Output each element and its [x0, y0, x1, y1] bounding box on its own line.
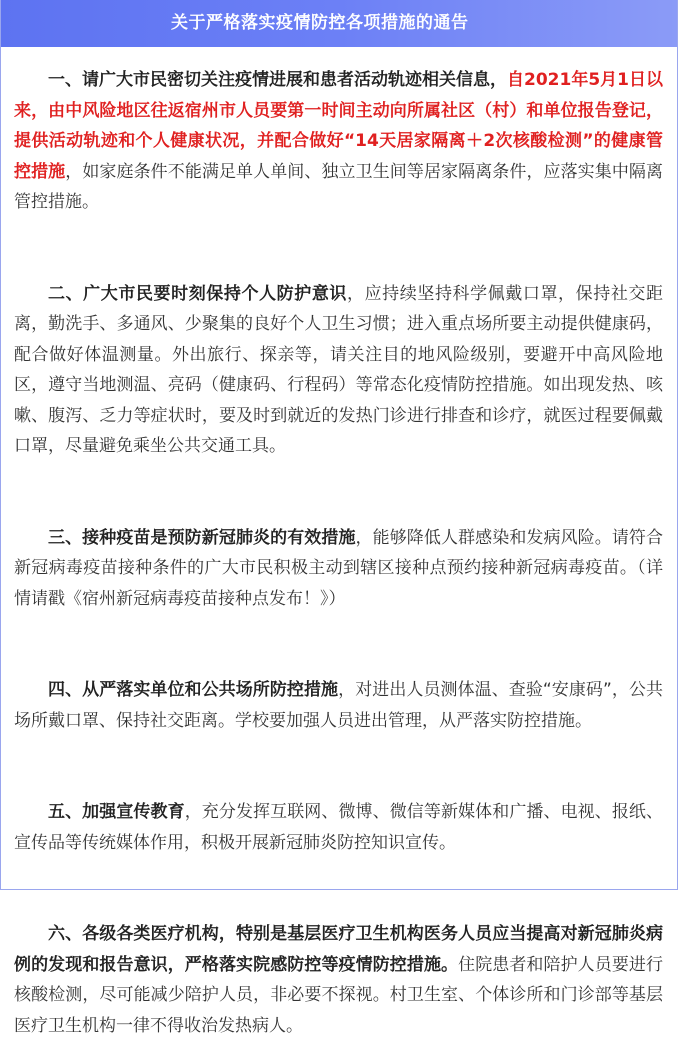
paragraph-3-heading: 三、接种疫苗是预防新冠肺炎的有效措施	[48, 527, 356, 548]
paragraph-1-heading: 一、请广大市民密切关注疫情进展和患者活动轨迹相关信息，	[48, 70, 508, 90]
paragraph-1-highlight: 自2021年5月1日以来，由中风险地区往返宿州市人员要第一时间主动向所属社区（村）和单位报告登记，提供活动轨迹和个人健康状况，并配合做好“14天居家隔离＋2次核酸检测”的健康管控措施	[14, 70, 663, 182]
paragraph-5-heading: 五、加强宣传教育	[48, 802, 185, 822]
paragraph-3	[14, 523, 663, 615]
paragraph-3-text: ，能够降低人群感染和发病风险。请符合新冠病毒疫苗接种条件的广大市民积极主动到辖区接种点预约接种新冠病毒疫苗。（详情请戳《宿州新冠病毒疫苗接种点发布！》）	[14, 527, 664, 609]
paragraph-1-text: ，如家庭条件不能满足单人单间、独立卫生间等居家隔离条件，应落实集中隔离管控措施。	[14, 161, 664, 212]
notice-body	[1, 47, 677, 1041]
paragraph-5-text: ，充分发挥互联网、微博、微信等新媒体和广播、电视、报纸、宣传品等传统媒体作用，积极开展新冠肺炎防控知识宣传。	[14, 802, 664, 853]
paragraph-6	[14, 919, 663, 1041]
paragraph-4-text: ，对进出人员测体温、查验“安康码”，公共场所戴口罩、保持社交距离。学校要加强人员进出管理，从严落实防控措施。	[14, 680, 663, 731]
paragraph-5	[14, 797, 663, 858]
paragraph-6-heading: 六、各级各类医疗机构，特别是基层医疗卫生机构医务人员应当提高对新冠肺炎病例的发现和报告意识，严格落实院感防控等疫情防控措施。	[14, 924, 663, 975]
paragraph-2-heading: 二、广大市民要时刻保持个人防护意识	[48, 283, 347, 304]
paragraph-1	[14, 65, 663, 218]
paragraph-4-heading: 四、从严落实单位和公共场所防控措施	[48, 680, 339, 700]
paragraph-2	[14, 279, 663, 462]
notice-title: 关于严格落实疫情防控各项措施的通告	[1, 0, 677, 47]
paragraph-4	[14, 675, 663, 736]
paragraph-2-text: ，应持续坚持科学佩戴口罩，保持社交距离，勤洗手、多通风、少聚集的良好个人卫生习惯；进入重点场所要主动提供健康码，配合做好体温测量。外出旅行、探亲等，请关注目的地风险级别，要避开中高风险地区，遵守当地测温、亮码（健康码、行程码）等常态化疫情防控措施。如出现发热、咳嗽、腹泻、乏力等症状时，要及时到就近的发热门诊进行排查和诊疗，就医过程要佩戴口罩，尽量避免乘坐公共交通工具。	[14, 283, 663, 456]
paragraph-6-text: 住院患者和陪护人员要进行核酸检测，尽可能减少陪护人员，非必要不探视。村卫生室、个体诊所和门诊部等基层医疗卫生机构一律不得收治发热病人。	[14, 954, 664, 1036]
